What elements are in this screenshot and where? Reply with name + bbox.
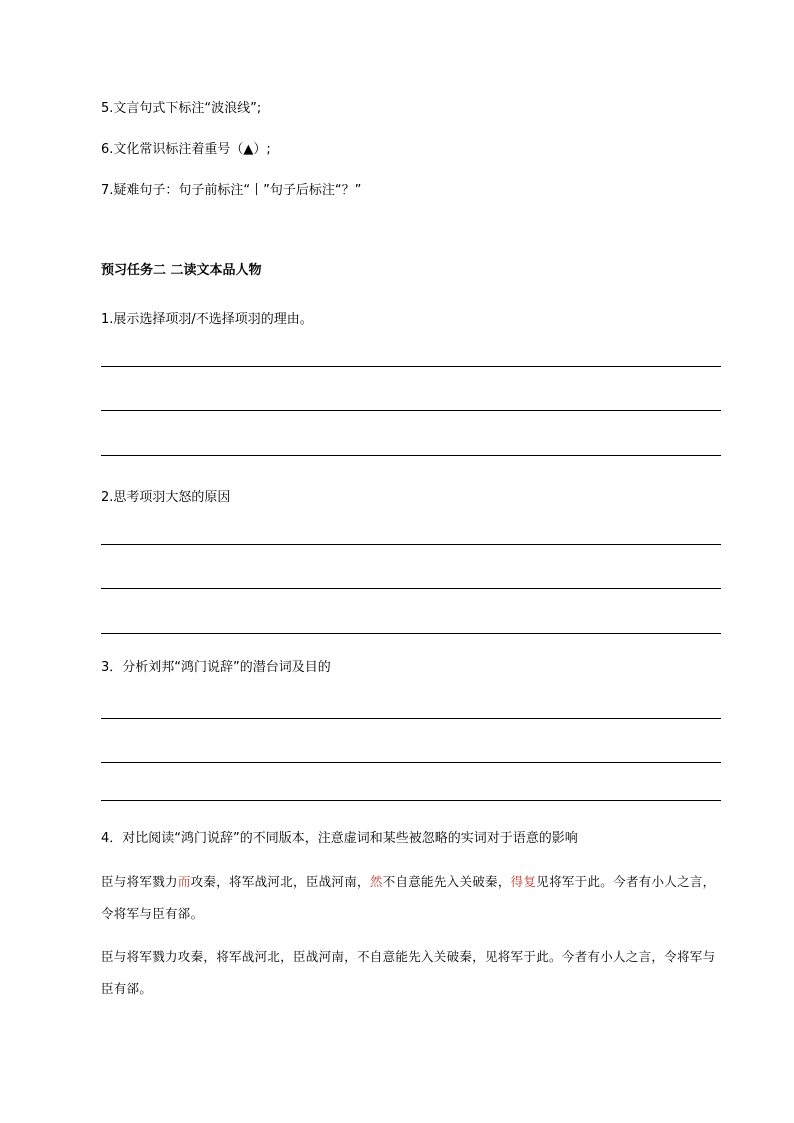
highlight-function-word: 而 xyxy=(177,874,191,889)
answer-line[interactable] xyxy=(101,633,721,634)
passage-text: 不自意能先入关破秦， xyxy=(382,874,511,889)
passage-text: 见将军于此。今者有小人之言，令将军与臣有郤。 xyxy=(101,874,716,921)
highlight-function-word: 然 xyxy=(369,874,383,889)
answer-line[interactable] xyxy=(101,588,721,589)
item-7: 7.疑难句子：句子前标注“丨”句子后标注“？” xyxy=(101,183,362,198)
passage-annotated xyxy=(101,866,721,930)
passage-plain: 臣与将军戮力攻秦，将军战河北，臣战河南，不自意能先入关破秦，见将军于此。今者有小人之言，令将军与臣有郤。 xyxy=(101,949,716,996)
question-2: 2.思考项羽大怒的原因 xyxy=(101,490,231,505)
answer-line[interactable] xyxy=(101,800,721,801)
passage-text: 臣与将军戮力 xyxy=(101,874,178,889)
task2-heading: 预习任务二 二读文本品人物 xyxy=(101,263,262,278)
item-6: 6.文化常识标注着重号（▲）; xyxy=(101,142,271,157)
question-1: 1.展示选择项羽/不选择项羽的理由。 xyxy=(101,312,313,327)
question-3: 3．分析刘邦“鸿门说辞”的潜台词及目的 xyxy=(101,660,331,675)
item-5: 5.文言句式下标注“波浪线”; xyxy=(101,101,262,116)
answer-line[interactable] xyxy=(101,718,721,719)
answer-line[interactable] xyxy=(101,410,721,411)
passage-text: 攻秦，将军战河北，臣战河南， xyxy=(190,874,370,889)
answer-line[interactable] xyxy=(101,455,721,456)
question-4: 4．对比阅读“鸿门说辞”的不同版本，注意虚词和某些被忽略的实词对于语意的影响 xyxy=(101,831,578,846)
answer-line[interactable] xyxy=(101,366,721,367)
highlight-content-word: 得复 xyxy=(510,874,537,889)
answer-line[interactable] xyxy=(101,762,721,763)
answer-line[interactable] xyxy=(101,544,721,545)
